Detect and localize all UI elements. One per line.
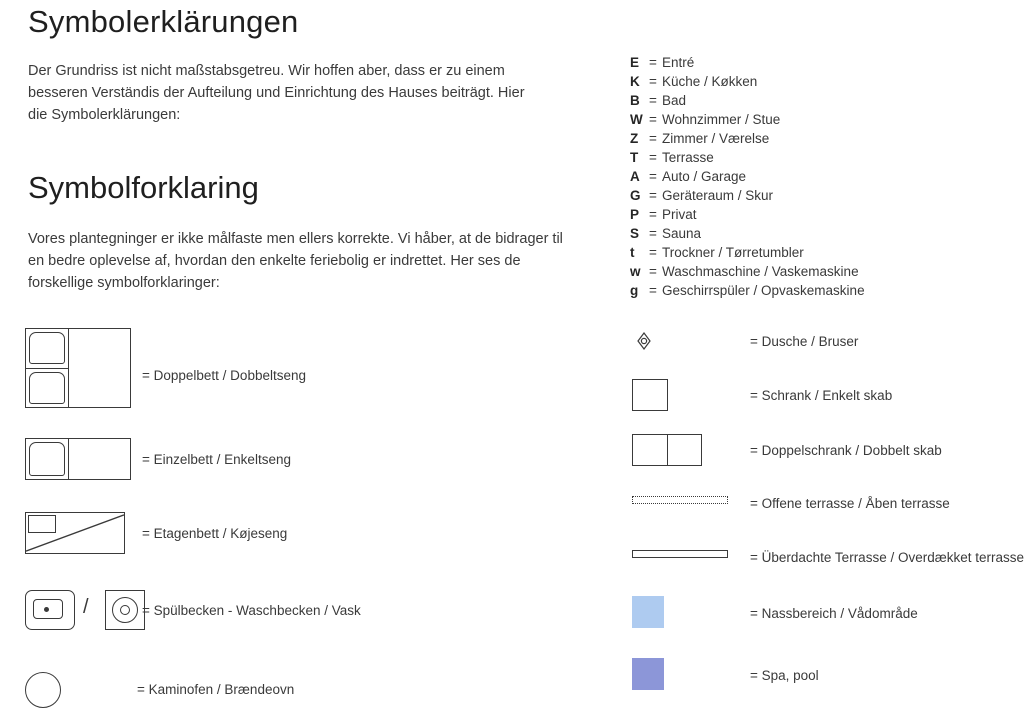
single-bed-icon [25, 438, 131, 480]
abbreviation-key: E [630, 55, 640, 70]
abbreviation-row [630, 264, 1000, 283]
open-terrace-icon [632, 496, 728, 504]
abbreviation-equals: = [649, 74, 657, 89]
abbreviation-equals: = [649, 283, 657, 298]
abbreviation-equals: = [649, 93, 657, 108]
page-title-de: Symbolerklärungen [28, 4, 299, 39]
abbreviation-row [630, 55, 1000, 74]
covered-terrace-icon [632, 550, 728, 558]
pillow-shape [29, 332, 65, 364]
shower-icon [635, 332, 653, 350]
legend-label-covered-terrace: = Überdachte Terrasse / Overdækket terrasse [750, 550, 1024, 565]
legend-label-shower: = Dusche / Bruser [750, 334, 859, 349]
bed-vertical-line [68, 439, 69, 479]
abbreviation-row [630, 169, 1000, 188]
abbreviation-value: Entré [662, 55, 695, 70]
abbreviation-equals: = [649, 207, 657, 222]
abbreviation-value: Bad [662, 93, 687, 108]
abbreviation-equals: = [649, 226, 657, 241]
abbreviation-row [630, 188, 1000, 207]
intro-paragraph-da: Vores plantegninger er ikke målfaste men ellers korrekte. Vi håber, at de bidrager til en bedre oplevelse af, hvordan den enkelte feriebolig er indrettet. Her ses de forskellige symbolforklaringer: [28, 231, 563, 291]
abbreviation-row [630, 74, 1000, 93]
abbreviation-value: Auto / Garage [662, 169, 747, 184]
abbreviation-row [630, 112, 1000, 131]
abbreviation-value: Sauna [662, 226, 702, 241]
abbreviation-list [630, 55, 1000, 302]
legend-label-open-terrace: = Offene terrasse / Åben terrasse [750, 496, 950, 511]
abbreviation-value: Privat [662, 207, 697, 222]
legend-label-single-cabinet: = Schrank / Enkelt skab [750, 388, 893, 403]
sink-icon [25, 590, 75, 630]
wet-area-swatch [632, 596, 664, 628]
left-text-column [28, 0, 588, 294]
double-bed-icon [25, 328, 131, 408]
bunk-diagonal-line [26, 513, 124, 553]
pillow-shape [29, 442, 65, 476]
abbreviation-row [630, 283, 1000, 302]
abbreviation-row [630, 93, 1000, 112]
spa-pool-swatch [632, 658, 664, 690]
single-cabinet-icon [632, 379, 668, 411]
abbreviation-value: Wohnzimmer / Stue [662, 112, 781, 127]
legend-label-bunk-bed: = Etagenbett / Køjeseng [142, 526, 288, 541]
abbreviation-key: T [630, 150, 639, 165]
abbreviation-key: B [630, 93, 640, 108]
abbreviation-key: A [630, 169, 640, 184]
double-cabinet-icon [632, 434, 702, 466]
legend-label-stove: = Kaminofen / Brændeovn [137, 682, 295, 697]
legend-label-single-bed: = Einzelbett / Enkeltseng [142, 452, 291, 467]
abbreviation-value: Geschirrspüler / Opvaskemaskine [662, 283, 865, 298]
abbreviation-value: Zimmer / Værelse [662, 131, 770, 146]
abbreviation-row [630, 150, 1000, 169]
abbreviation-equals: = [649, 150, 657, 165]
abbreviation-row [630, 207, 1000, 226]
abbreviation-key: S [630, 226, 640, 241]
washbasin-icon [105, 590, 145, 630]
pillow-shape [29, 372, 65, 404]
abbreviation-key: g [630, 283, 639, 298]
abbreviation-row [630, 226, 1000, 245]
abbreviation-equals: = [649, 188, 657, 203]
separator-slash: / [83, 596, 89, 618]
bed-divider-line [26, 368, 68, 369]
abbreviation-key: K [630, 74, 640, 89]
abbreviation-value: Terrasse [662, 150, 714, 165]
cabinet-divider-line [667, 435, 668, 465]
legend-label-sink: = Spülbecken - Waschbecken / Vask [142, 603, 361, 618]
abbreviation-key: t [630, 245, 635, 260]
abbreviation-equals: = [649, 169, 657, 184]
abbreviation-equals: = [649, 131, 657, 146]
sink-drain-dot [44, 607, 49, 612]
abbreviation-key: Z [630, 131, 639, 146]
stove-icon [25, 672, 61, 708]
abbreviation-equals: = [649, 55, 657, 70]
abbreviation-key: P [630, 207, 640, 222]
page-title-da: Symbolforklaring [28, 170, 259, 205]
abbreviation-key: W [630, 112, 643, 127]
abbreviation-value: Trockner / Tørretumbler [662, 245, 804, 260]
abbreviation-value: Waschmaschine / Vaskemaskine [662, 264, 859, 279]
legend-label-wet-area: = Nassbereich / Vådområde [750, 606, 918, 621]
intro-paragraph-de: Der Grundriss ist nicht maßstabsgetreu. Wir hoffen aber, dass er zu einem besseren Verständis der Aufteilung und Einrichtung des Hauses beiträgt. Hier die Symbolerklärungen: [28, 63, 525, 123]
legend-label-spa-pool: = Spa, pool [750, 668, 819, 683]
abbreviation-value: Küche / Køkken [662, 74, 758, 89]
abbreviation-equals: = [649, 112, 657, 127]
abbreviation-equals: = [649, 264, 657, 279]
abbreviation-row [630, 245, 1000, 264]
bunk-bed-icon [25, 512, 125, 554]
legend-label-double-cabinet: = Doppelschrank / Dobbelt skab [750, 443, 942, 458]
abbreviation-key: w [630, 264, 641, 279]
abbreviation-key: G [630, 188, 641, 203]
bed-vertical-line [68, 329, 69, 407]
legend-label-double-bed: = Doppelbett / Dobbeltseng [142, 368, 306, 383]
abbreviation-value: Geräteraum / Skur [662, 188, 774, 203]
abbreviation-row [630, 131, 1000, 150]
abbreviation-equals: = [649, 245, 657, 260]
washbasin-inner-circle [120, 605, 130, 615]
